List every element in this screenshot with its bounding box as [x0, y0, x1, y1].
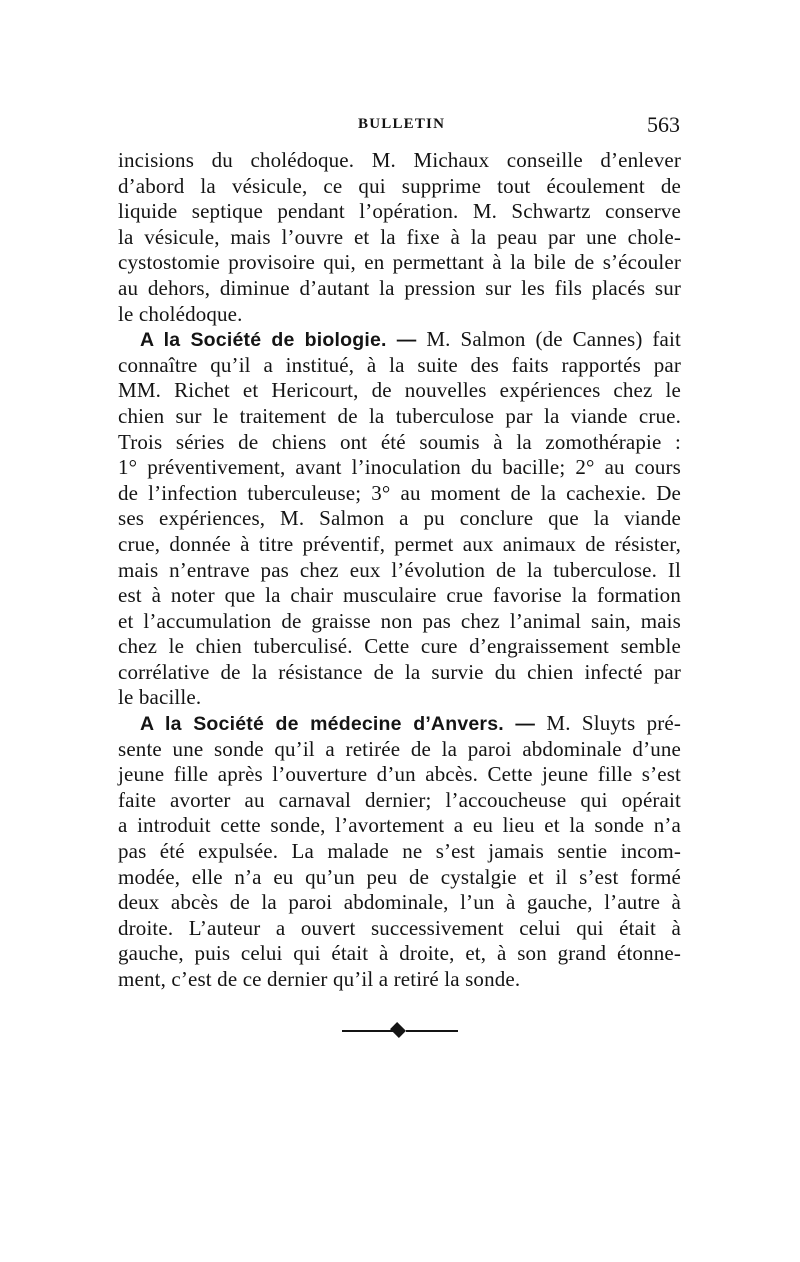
text-line: connaître qu’il a institué, à la suite des faits rapportés par: [118, 352, 681, 377]
section-heading-anvers: A la Société de médecine d’Anvers. —: [140, 713, 536, 736]
text-line: le bacille.: [118, 685, 202, 710]
ornament-diamond-icon: [390, 1022, 406, 1038]
text-segment: M. Sluyts pré-: [546, 711, 681, 736]
section-heading-biologie: A la Société de biologie. —: [140, 329, 417, 352]
text-line: liquide septique pendant l’opération. M. Schwartz conserve: [118, 199, 681, 224]
text-line: faite avorter au carnaval dernier; l’accoucheuse qui opérait: [118, 787, 681, 812]
text-line: gauche, puis celui qui était à droite, et, à son grand étonne-: [118, 941, 681, 966]
end-ornament: [342, 1024, 458, 1038]
page-header: [118, 112, 680, 138]
body-text: [118, 148, 681, 993]
text-line: deux abcès de la paroi abdominale, l’un à gauche, l’autre à: [118, 890, 681, 915]
text-line: chez le chien tuberculisé. Cette cure d’engraissement semble: [118, 634, 681, 659]
text-line: sente une sonde qu’il a retirée de la paroi abdominale d’une: [118, 736, 681, 761]
text-line: chien sur le traitement de la tuberculose par la viande crue.: [118, 403, 681, 428]
section-line-anvers: [118, 711, 681, 737]
text-line: Trois séries de chiens ont été soumis à la zomothérapie :: [118, 429, 681, 454]
text-line: la vésicule, mais l’ouvre et la fixe à la peau par une chole-: [118, 224, 681, 249]
text-line: crue, donnée à titre préventif, permet aux animaux de résister,: [118, 531, 681, 556]
text-line: de l’infection tuberculeuse; 3° au moment de la cachexie. De: [118, 480, 681, 505]
text-segment: M. Salmon (de Cannes) fait: [426, 327, 681, 352]
text-line: au dehors, diminue d’autant la pression sur les fils placés sur: [118, 275, 681, 300]
text-line: le cholédoque.: [118, 301, 243, 326]
text-line: est à noter que la chair musculaire crue favorise la formation: [118, 583, 681, 608]
text-line: a introduit cette sonde, l’avortement a eu lieu et la sonde n’a: [118, 813, 681, 838]
text-line: MM. Richet et Hericourt, de nouvelles expériences chez le: [118, 378, 681, 403]
running-head: BULLETIN: [358, 116, 446, 132]
page-number: 563: [647, 112, 680, 137]
text-line: corrélative de la résistance de la survie du chien infecté par: [118, 659, 681, 684]
text-line: 1° préventivement, avant l’inoculation du bacille; 2° au cours: [118, 455, 681, 480]
text-line: modée, elle n’a eu qu’un peu de cystalgie et il s’est formé: [118, 864, 681, 889]
ornament-rule-left: [342, 1030, 394, 1032]
section-line-biologie: [118, 327, 681, 353]
text-line: cystostomie provisoire qui, en permettant à la bile de s’écouler: [118, 250, 681, 275]
ornament-rule-right: [406, 1030, 458, 1032]
text-line: pas été expulsée. La malade ne s’est jamais sentie incom-: [118, 839, 681, 864]
text-line: d’abord la vésicule, ce qui supprime tout écoulement de: [118, 173, 681, 198]
text-line: mais n’entrave pas chez eux l’évolution de la tuberculose. Il: [118, 557, 681, 582]
text-line: et l’accumulation de graisse non pas chez l’animal sain, mais: [118, 608, 681, 633]
text-line: ses expériences, M. Salmon a pu conclure que la viande: [118, 506, 681, 531]
text-line: incisions du cholédoque. M. Michaux conseille d’enlever: [118, 148, 681, 172]
text-line: jeune fille après l’ouverture d’un abcès. Cette jeune fille s’est: [118, 762, 681, 787]
text-line: ment, c’est de ce dernier qu’il a retiré la sonde.: [118, 967, 521, 991]
text-line: droite. L’auteur a ouvert successivement celui qui était à: [118, 915, 681, 940]
